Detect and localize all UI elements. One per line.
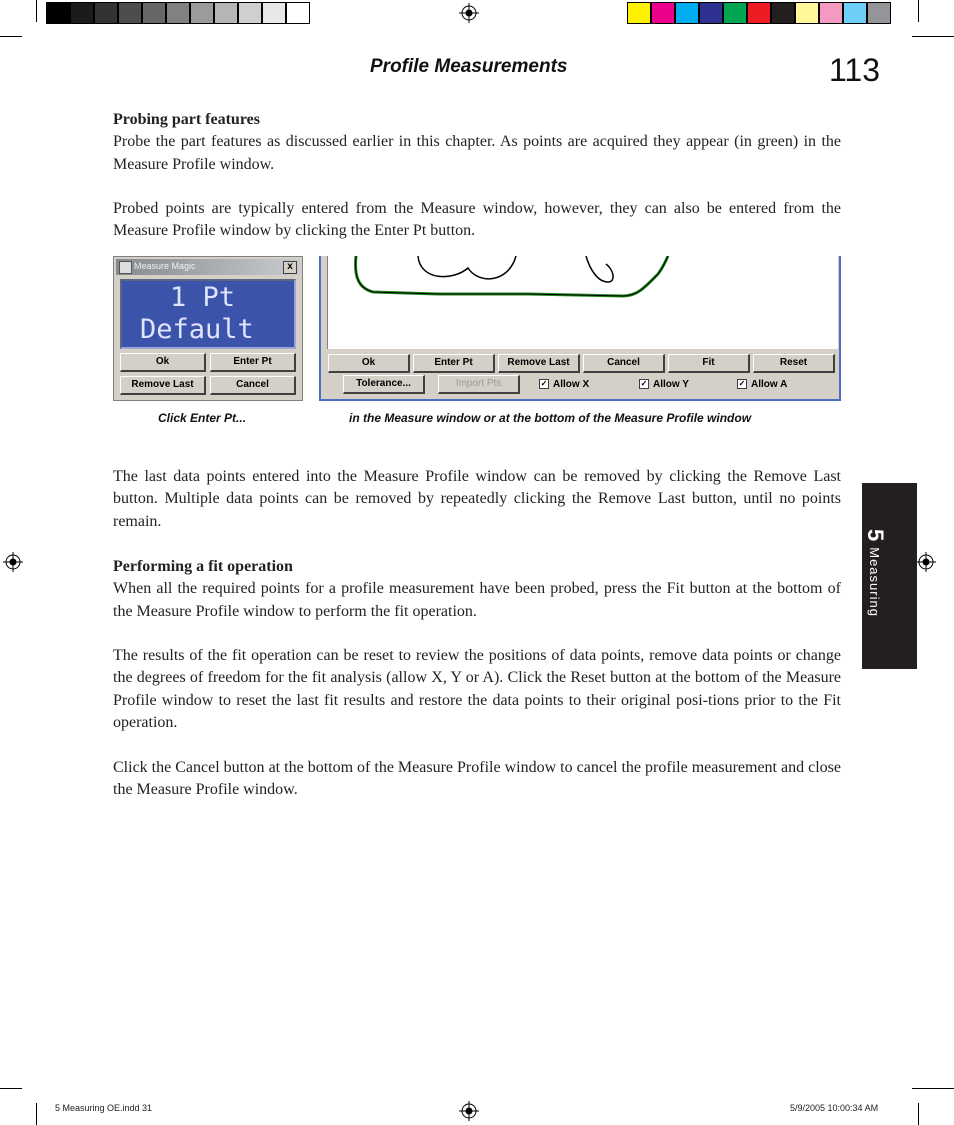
fit-button[interactable]: Fit — [668, 354, 750, 373]
color-swatch — [699, 2, 723, 24]
chapter-number: 5 — [863, 529, 888, 542]
registration-mark-icon — [3, 552, 23, 572]
page-number: 113 — [829, 52, 881, 88]
color-swatch — [723, 2, 747, 24]
display-points: 1 Pt — [170, 282, 236, 313]
crop-mark — [36, 0, 37, 22]
allow-x-checkbox[interactable] — [539, 379, 589, 390]
remove-last-button[interactable]: Remove Last — [498, 354, 580, 373]
enter-pt-button[interactable]: Enter Pt — [210, 353, 296, 372]
display-mode: Default — [140, 314, 254, 345]
measure-display — [120, 279, 296, 349]
crop-mark — [912, 36, 954, 37]
body-paragraph: The results of the fit operation can be reset to review the positions of data points, remove data points or change the degrees of freedom for the fit analysis (allow X, Y or A). Click the Reset button at the bottom of the Measure Profile window to reset the last fit results and restore the data points to their original posi-tions prior to the Fit operation. — [113, 647, 841, 731]
color-swatch — [118, 2, 142, 24]
body-paragraph: The last data points entered into the Measure Profile window can be removed by clicking the Remove Last button. Multiple data points can be removed by repeatedly clicking the Remove Last button, until no points remain. — [113, 468, 841, 530]
enter-pt-button[interactable]: Enter Pt — [413, 354, 495, 373]
color-swatch — [747, 2, 771, 24]
color-swatch — [843, 2, 867, 24]
crop-mark — [912, 1088, 954, 1089]
color-swatch — [795, 2, 819, 24]
figure-caption-left: Click Enter Pt... — [158, 411, 247, 425]
profile-plot — [328, 256, 838, 349]
chapter-tab-text — [862, 529, 888, 617]
profile-outline — [356, 256, 668, 296]
color-swatch — [94, 2, 118, 24]
remove-last-button[interactable]: Remove Last — [120, 376, 206, 395]
running-header-title: Profile Measurements — [370, 56, 568, 77]
color-swatch — [867, 2, 891, 24]
checkbox-label: Allow Y — [653, 379, 689, 390]
checkbox-label: Allow A — [751, 379, 788, 390]
figure-caption-right: in the Measure window or at the bottom of the Measure Profile window — [349, 411, 752, 425]
color-swatch — [166, 2, 190, 24]
color-swatch — [70, 2, 94, 24]
color-swatch — [771, 2, 795, 24]
registration-mark-icon — [459, 1101, 479, 1121]
check-icon: ✓ — [540, 379, 548, 389]
tolerance-button[interactable]: Tolerance... — [343, 375, 425, 394]
section-probing — [113, 109, 841, 176]
window-title: Measure Magic — [134, 261, 196, 271]
body-paragraph: Click the Cancel button at the bottom of the Measure Profile window to cancel the profile measurement and close the Measure Profile window. — [113, 759, 841, 799]
check-icon: ✓ — [640, 379, 648, 389]
footer-file-info: 5 Measuring OE.indd 31 — [55, 1103, 153, 1113]
crop-mark — [36, 1103, 37, 1125]
color-swatch — [46, 2, 70, 24]
ok-button[interactable]: Ok — [328, 354, 410, 373]
measure-profile-window-screenshot — [319, 256, 841, 401]
check-icon: ✓ — [738, 379, 746, 389]
color-swatch — [286, 2, 310, 24]
ok-button[interactable]: Ok — [120, 353, 206, 372]
chapter-side-tab — [862, 483, 917, 669]
color-swatch — [675, 2, 699, 24]
cancel-button[interactable]: Cancel — [583, 354, 665, 373]
profile-arc — [418, 256, 516, 279]
registration-mark-icon — [459, 3, 479, 23]
import-pts-button[interactable]: Import Pts — [438, 375, 520, 394]
profile-curve — [356, 256, 668, 296]
section-fit — [113, 556, 841, 623]
color-swatch — [190, 2, 214, 24]
body-paragraph: Probed points are typically entered from the Measure window, however, they can also be entered from the Measure Profile window by clicking the Enter Pt button. — [113, 200, 841, 240]
registration-mark-icon — [916, 552, 936, 572]
section-heading: Probing part features — [113, 111, 260, 128]
allow-y-checkbox[interactable] — [639, 379, 689, 390]
crop-mark — [0, 36, 22, 37]
profile-hook — [586, 256, 613, 282]
chapter-label: Measuring — [867, 547, 883, 617]
allow-a-checkbox[interactable] — [737, 379, 787, 390]
section-heading: Performing a fit operation — [113, 558, 293, 575]
crop-mark — [0, 1088, 22, 1089]
crop-mark — [918, 1103, 919, 1125]
body-paragraph: Probe the part features as discussed earlier in this chapter. As points are acquired they appear (in green) in the Measure Profile window. — [113, 133, 841, 173]
color-swatch — [262, 2, 286, 24]
body-paragraph: When all the required points for a profile measurement have been probed, press the Fit button at the bottom of the Measure Profile window to perform the fit operation. — [113, 580, 841, 620]
color-swatch — [214, 2, 238, 24]
profile-canvas — [327, 256, 838, 349]
cancel-button[interactable]: Cancel — [210, 376, 296, 395]
measure-window-screenshot — [113, 256, 303, 401]
color-swatch — [142, 2, 166, 24]
reset-button[interactable]: Reset — [753, 354, 835, 373]
color-swatch — [651, 2, 675, 24]
checkbox-label: Allow X — [553, 379, 590, 390]
close-icon[interactable]: x — [283, 261, 297, 274]
color-swatch — [238, 2, 262, 24]
crop-mark — [918, 0, 919, 22]
window-title-bar — [116, 259, 300, 275]
app-icon — [119, 261, 132, 274]
color-swatch — [627, 2, 651, 24]
footer-timestamp: 5/9/2005 10:00:34 AM — [790, 1103, 879, 1113]
color-swatch — [819, 2, 843, 24]
